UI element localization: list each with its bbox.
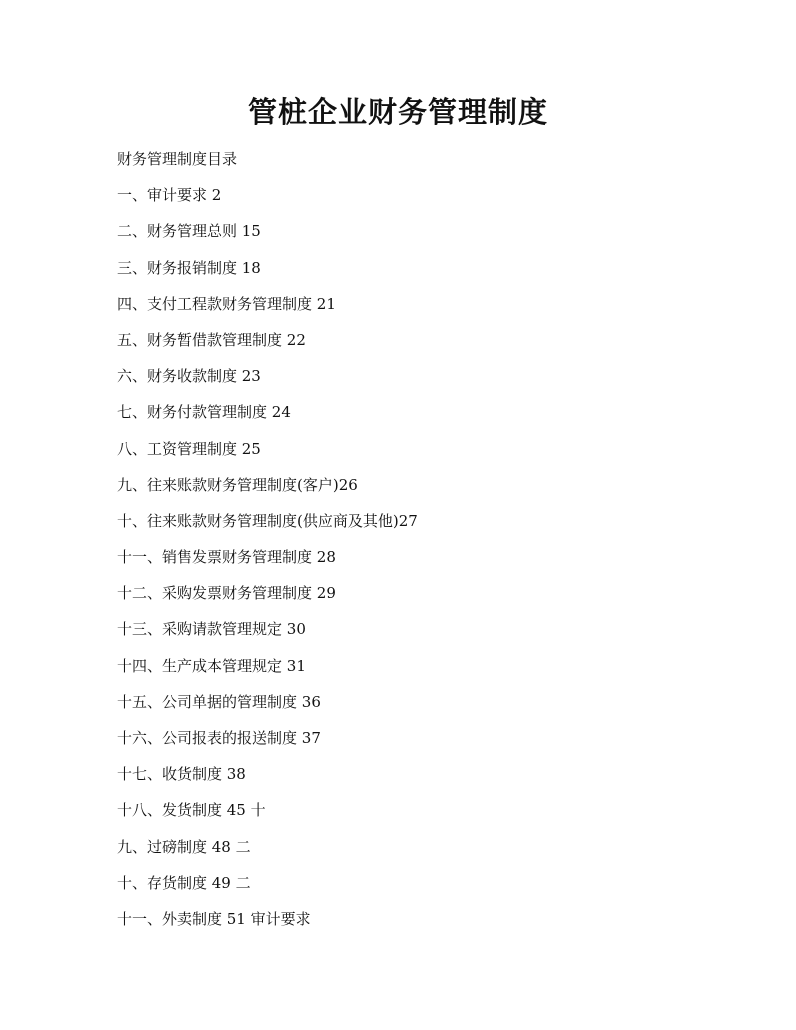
toc-item-6: 六、财务收款制度 23 <box>117 367 261 386</box>
document-title: 管桩企业财务管理制度 <box>247 95 548 129</box>
toc-item-11: 十一、销售发票财务管理制度 28 <box>117 548 336 567</box>
toc-item-1: 一、审计要求 2 <box>117 186 222 205</box>
toc-heading: 财务管理制度目录 <box>117 150 238 168</box>
toc-item-13: 十三、采购请款管理规定 30 <box>117 620 306 639</box>
table-of-contents <box>117 148 737 944</box>
toc-item-17: 十七、收货制度 38 <box>117 765 246 784</box>
toc-item-14: 十四、生产成本管理规定 31 <box>117 656 306 675</box>
toc-item-15: 十五、公司单据的管理制度 36 <box>117 692 321 711</box>
toc-item-7: 七、财务付款管理制度 24 <box>117 403 291 422</box>
toc-item-10: 十、往来账款财务管理制度(供应商及其他)27 <box>117 511 418 530</box>
toc-item-5: 五、财务暂借款管理制度 22 <box>117 330 306 349</box>
toc-item-20: 十、存货制度 49 二 <box>117 873 251 892</box>
toc-item-8: 八、工资管理制度 25 <box>117 439 261 458</box>
toc-item-9: 九、往来账款财务管理制度(客户)26 <box>117 475 358 494</box>
toc-item-19: 九、过磅制度 48 二 <box>117 837 251 856</box>
toc-item-21: 十一、外卖制度 51 审计要求 <box>117 909 311 928</box>
toc-item-16: 十六、公司报表的报送制度 37 <box>117 729 321 747</box>
toc-item-18: 十八、发货制度 45 十 <box>117 801 266 820</box>
toc-item-12: 十二、采购发票财务管理制度 29 <box>117 584 336 603</box>
toc-item-4: 四、支付工程款财务管理制度 21 <box>117 294 336 313</box>
toc-item-3: 三、财务报销制度 18 <box>117 258 261 277</box>
toc-item-2: 二、财务管理总则 15 <box>117 222 261 241</box>
